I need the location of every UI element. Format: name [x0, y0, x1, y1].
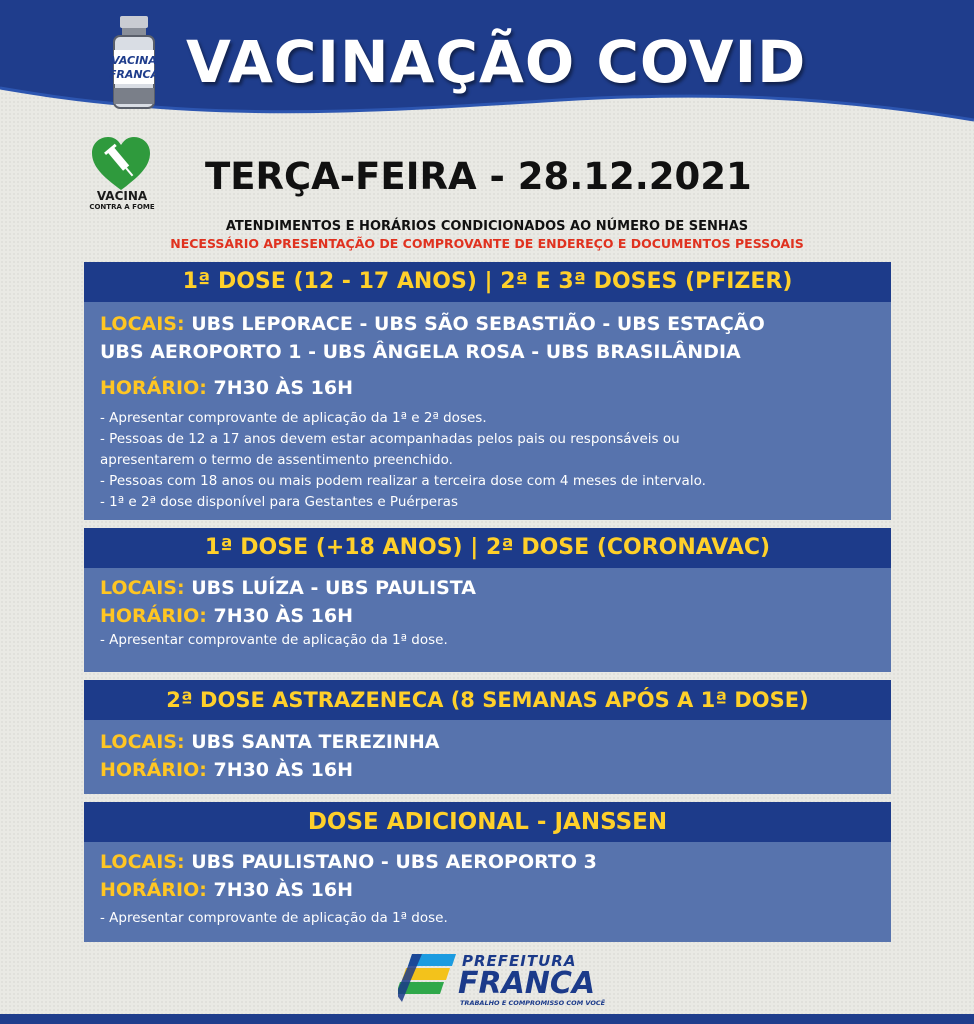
horario-label: HORÁRIO: [100, 605, 207, 627]
locais-label: LOCAIS: [100, 731, 185, 753]
locais-line [100, 310, 875, 338]
horario-line [100, 756, 875, 784]
locais-value: UBS LEPORACE - UBS SÃO SEBASTIÃO - UBS ESTAÇÃO [191, 313, 765, 335]
vial-text-1: VACINA [111, 54, 157, 67]
section-body [84, 720, 891, 794]
locais-label: LOCAIS: [100, 313, 185, 335]
horario-line [100, 602, 875, 630]
notice-line-1: ATENDIMENTOS E HORÁRIOS CONDICIONADOS AO NÚMERO DE SENHAS [225, 219, 749, 234]
bottom-bar [0, 1014, 974, 1024]
section-body [84, 842, 891, 942]
locais-label: LOCAIS: [100, 851, 185, 873]
section-pfizer [84, 262, 891, 520]
campaign-logo-line1: VACINA [96, 189, 148, 203]
horario-value: 7H30 ÀS 16H [213, 605, 353, 627]
footer-prefeitura: PREFEITURA [462, 952, 577, 970]
note-item: - Pessoas de 12 a 17 anos devem estar acompanhadas pelos pais ou responsáveis ou [100, 431, 680, 447]
locais-line [100, 728, 875, 756]
horario-line [100, 876, 875, 904]
note-item: apresentarem o termo de assentimento preenchido. [100, 452, 453, 468]
page-title: VACINAÇÃO COVID [186, 28, 807, 96]
locais-line [100, 574, 875, 602]
note-item: - 1ª e 2ª dose disponível para Gestantes e Puérperas [100, 494, 458, 510]
date-title: TERÇA-FEIRA - 28.12.2021 [205, 155, 752, 198]
note-item: - Apresentar comprovante de aplicação da 1ª dose. [100, 910, 448, 926]
heart-syringe-icon [90, 136, 152, 192]
locais-line [100, 848, 875, 876]
vaccine-vial-icon [106, 14, 162, 112]
section-coronavac [84, 528, 891, 672]
horario-label: HORÁRIO: [100, 879, 207, 901]
section-astrazeneca [84, 680, 891, 794]
vial-text-2: FRANCA [108, 68, 160, 81]
horario-value: 7H30 ÀS 16H [213, 377, 353, 399]
note-item: - Apresentar comprovante de aplicação da 1ª dose. [100, 632, 448, 648]
horario-label: HORÁRIO: [100, 377, 207, 399]
locais-label: LOCAIS: [100, 577, 185, 599]
notice-line-2: NECESSÁRIO APRESENTAÇÃO DE COMPROVANTE DE ENDEREÇO E DOCUMENTOS PESSOAIS [170, 236, 804, 251]
note-item: - Pessoas com 18 anos ou mais podem realizar a terceira dose com 4 meses de intervalo. [100, 473, 706, 489]
section-title: DOSE ADICIONAL - JANSSEN [84, 802, 891, 842]
horario-line [100, 374, 875, 402]
horario-value: 7H30 ÀS 16H [213, 879, 353, 901]
notes-list [100, 408, 875, 513]
horario-label: HORÁRIO: [100, 759, 207, 781]
locais-value: UBS SANTA TEREZINHA [191, 731, 440, 753]
campaign-logo-line2: CONTRA A FOME [89, 203, 155, 211]
franca-flag-icon [398, 948, 458, 1004]
footer-slogan: TRABALHO E COMPROMISSO COM VOCÊ [460, 999, 606, 1007]
section-janssen [84, 802, 891, 942]
locais-value: UBS PAULISTANO - UBS AEROPORTO 3 [191, 851, 597, 873]
section-title: 2ª DOSE ASTRAZENECA (8 SEMANAS APÓS A 1ª DOSE) [84, 680, 891, 720]
note-item: - Apresentar comprovante de aplicação da 1ª e 2ª doses. [100, 410, 487, 426]
footer-franca: FRANCA [458, 966, 596, 1001]
section-title: 1ª DOSE (12 - 17 ANOS) | 2ª E 3ª DOSES (PFIZER) [84, 262, 891, 302]
section-title: 1ª DOSE (+18 ANOS) | 2ª DOSE (CORONAVAC) [84, 528, 891, 568]
locais-line-2: UBS AEROPORTO 1 - UBS ÂNGELA ROSA - UBS BRASILÂNDIA [100, 341, 741, 363]
section-body [84, 568, 891, 672]
horario-value: 7H30 ÀS 16H [213, 759, 353, 781]
section-body [84, 302, 891, 520]
locais-value: UBS LUÍZA - UBS PAULISTA [191, 577, 476, 599]
